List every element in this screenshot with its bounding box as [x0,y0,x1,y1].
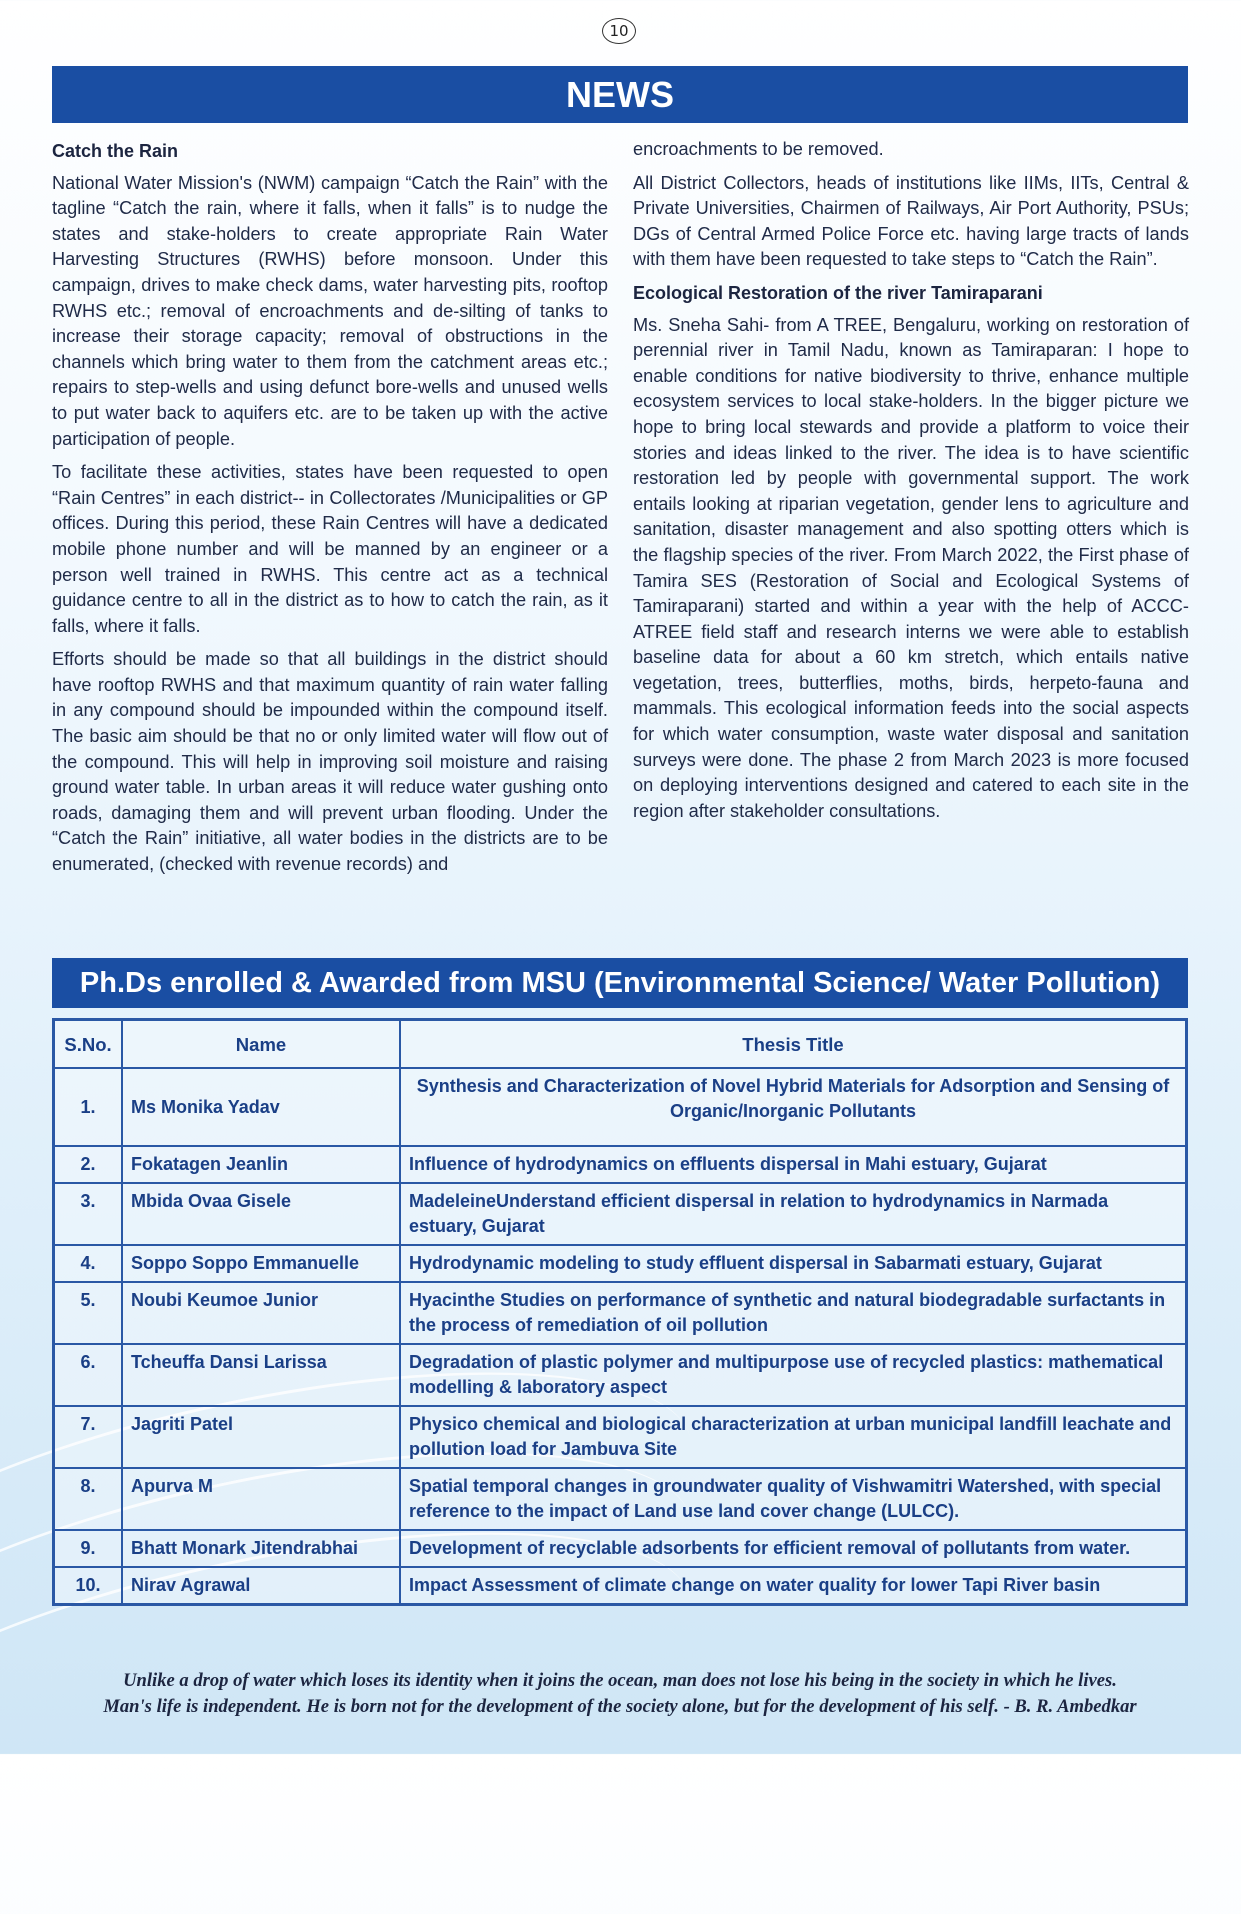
row-sno: 1. [54,1068,122,1146]
row-thesis-title: Physico chemical and biological characterization at urban municipal landfill leachate and pollution load for Jambuva Site [400,1406,1186,1468]
row-sno: 7. [54,1406,122,1468]
tamiraparani-heading: Ecological Restoration of the river Tamiraparani [633,282,1043,303]
table-row [54,1245,1186,1282]
row-sno: 5. [54,1282,122,1344]
catch-rain-paragraph-3: Efforts should be made so that all buildings in the district should have rooftop RWHS and that maximum quantity of rain water falling in any compound should be impounded within the compound itself. The basic aim should be that no or only limited water will flow out of the compound. This will help in improving soil moisture and raising ground water table. In urban areas it will reduce water gushing onto roads, damaging them and will prevent urban flooding. Under the “Catch the Rain” initiative, all water bodies in the districts are to be enumerated, (checked with revenue records) and [52,649,608,875]
quote-author: - B. R. Ambedkar [1003,1696,1137,1717]
news-left-column [52,137,608,886]
page-number: 10 [602,18,636,44]
column-header-name: Name [122,1020,400,1068]
row-name: Fokatagen Jeanlin [122,1146,400,1183]
catch-rain-paragraph-2: To facilitate these activities, states have been requested to open “Rain Centres” in each district-- in Collectorates /Municipalities or GP offices. During this period, these Rain Centres will have a dedicated mobile phone number and will be manned by an engineer or a person well trained in RWHS. This centre act as a technical guidance centre to all in the district as to how to catch the rain, as it falls, where it falls. [52,462,608,636]
quote-line-1: Unlike a drop of water which loses its identity when it joins the ocean, man does not lose his being in the society in which he lives. [123,1670,1117,1691]
row-thesis-title: Development of recyclable adsorbents for efficient removal of pollutants from water. [400,1530,1186,1567]
row-name: Noubi Keumoe Junior [122,1282,400,1344]
table-row [54,1406,1186,1468]
row-thesis-title: MadeleineUnderstand efficient dispersal in relation to hydrodynamics in Narmada estuary, Gujarat [400,1183,1186,1245]
tamiraparani-paragraph: Ms. Sneha Sahi- from A TREE, Bengaluru, working on restoration of perennial river in Tamil Nadu, known as Tamiraparan: I hope to enable conditions for native biodiversity to thrive, enhance multiple ecosystem services to local stake-holders. In the bigger picture we hope to bring local stewards and provide a platform to voice their stories and ideas linked to the river. The idea is to have scientific restoration led by people with governmental support. The work entails looking at riparian vegetation, gender lens to agriculture and sanitation, disaster management and also spotting otters which is the flagship species of the river. From March 2022, the First phase of Tamira SES (Restoration of Social and Ecological Systems of Tamiraparani) started and within a year with the help of ACCC-ATREE field staff and research interns we were able to establish baseline data for about a 60 km stretch, which entails native vegetation, trees, butterflies, moths, birds, herpeto-fauna and mammals. This ecological information feeds into the social aspects for which water consumption, waste water disposal and sanitation surveys were done. The phase 2 from March 2023 is more focused on deploying interventions designed and catered to each site in the region after stakeholder consultations. [633,314,1189,821]
table-row [54,1567,1186,1604]
catch-rain-paragraph-1: National Water Mission's (NWM) campaign “Catch the Rain” with the tagline “Catch the rain, where it falls, when it falls” is to nudge the states and stake-holders to create appropriate Rain Water Harvesting Structures (RWHS) before monsoon. Under this campaign, drives to make check dams, water harvesting pits, rooftop RWHS etc.; removal of encroachments and de-silting of tanks to increase their storage capacity; removal of obstructions in the channels which bring water to them from the catchment areas etc.; repairs to step-wells and using defunct bore-wells and unused wells to put water back to aquifers etc. are to be taken up with the active participation of people. [52,172,608,449]
row-thesis-title: Impact Assessment of climate change on water quality for lower Tapi River basin [400,1567,1186,1604]
row-name: Bhatt Monark Jitendrabhai [122,1530,400,1567]
row-thesis-title: Influence of hydrodynamics on effluents dispersal in Mahi estuary, Gujarat [400,1146,1186,1183]
catch-rain-paragraph-5: All District Collectors, heads of institutions like IIMs, IITs, Central & Private Universities, Chairmen of Railways, Air Port Authority, PSUs; DGs of Central Armed Police Force etc. having large tracts of lands with them have been requested to take steps to “Catch the Rain”. [633,172,1189,270]
row-sno: 6. [54,1344,122,1406]
row-name: Nirav Agrawal [122,1567,400,1604]
row-name: Apurva M [122,1468,400,1530]
row-name: Tcheuffa Dansi Larissa [122,1344,400,1406]
row-sno: 9. [54,1530,122,1567]
row-name: Soppo Soppo Emmanuelle [122,1245,400,1282]
row-thesis-title: Spatial temporal changes in groundwater quality of Vishwamitri Watershed, with special reference to the impact of Land use land cover change (LULCC). [400,1468,1186,1530]
table-row [54,1344,1186,1406]
row-name: Ms Monika Yadav [122,1068,400,1146]
catch-rain-heading: Catch the Rain [52,141,179,161]
quote-line-2: Man's life is independent. He is born not for the development of the society alone, but for the development of his self. [103,1696,999,1717]
table-header-row [54,1020,1186,1068]
phd-table-header: Ph.Ds enrolled & Awarded from MSU (Environmental Science/ Water Pollution) [52,958,1188,1008]
row-thesis-title: Hydrodynamic modeling to study effluent dispersal in Sabarmati estuary, Gujarat [400,1245,1186,1282]
row-sno: 8. [54,1468,122,1530]
table-row [54,1068,1186,1146]
row-sno: 3. [54,1183,122,1245]
row-sno: 10. [54,1567,122,1604]
phd-table [52,1018,1188,1606]
table-row [54,1530,1186,1567]
row-thesis-title: Synthesis and Characterization of Novel Hybrid Materials for Adsorption and Sensing of Organic/Inorganic Pollutants [400,1068,1186,1146]
row-thesis-title: Degradation of plastic polymer and multipurpose use of recycled plastics: mathematical modelling & laboratory aspect [400,1344,1186,1406]
row-thesis-title: Hyacinthe Studies on performance of synthetic and natural biodegradable surfactants in the process of remediation of oil pollution [400,1282,1186,1344]
row-name: Mbida Ovaa Gisele [122,1183,400,1245]
column-header-thesis-title: Thesis Title [400,1020,1186,1068]
news-header: NEWS [52,66,1188,123]
row-name: Jagriti Patel [122,1406,400,1468]
row-sno: 4. [54,1245,122,1282]
table-row [54,1468,1186,1530]
table-row [54,1146,1186,1183]
column-header-sno: S.No. [54,1020,122,1068]
table-row [54,1282,1186,1344]
ambedkar-quote [52,1668,1188,1720]
news-right-column [633,137,1189,832]
row-sno: 2. [54,1146,122,1183]
table-row [54,1183,1186,1245]
catch-rain-paragraph-4: encroachments to be removed. [633,139,884,159]
